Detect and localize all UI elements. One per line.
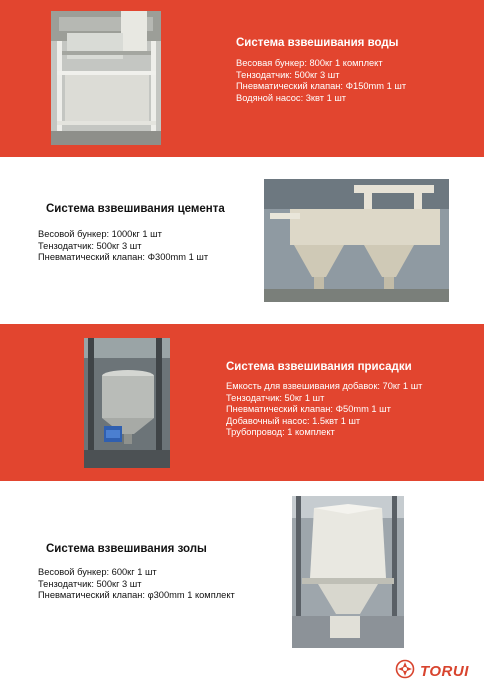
section-cement-weighing <box>0 157 484 324</box>
spec-list <box>38 567 235 602</box>
torui-logo-icon <box>395 659 415 684</box>
spec-list <box>226 381 422 439</box>
spec-item: Трубопровод: 1 комплект <box>226 427 335 437</box>
section-title: Система взвешивания присадки <box>226 361 412 373</box>
section-title: Система взвешивания цемента <box>46 203 225 215</box>
spec-item: Тензодатчик: 500кг 3 шт <box>38 240 142 251</box>
spec-item: Тензодатчик: 500кг 3 шт <box>38 578 142 589</box>
cement-weighing-hopper-photo <box>264 179 449 302</box>
water-weighing-equipment-photo <box>51 11 161 145</box>
spec-item: Весовая бункер: 800кг 1 комплект <box>236 58 383 68</box>
torui-logo <box>395 659 469 683</box>
section-title: Система взвешивания воды <box>236 37 399 49</box>
additive-weighing-tank-photo <box>84 338 170 468</box>
section-title: Система взвешивания золы <box>46 543 207 555</box>
spec-item: Пневматический клапан: Φ150mm 1 шт <box>236 81 407 91</box>
spec-item: Весовой бункер: 600кг 1 шт <box>38 567 157 577</box>
ash-weighing-hopper-photo <box>292 496 404 648</box>
spec-item: Тензодатчик: 50кг 1 шт <box>226 392 325 403</box>
spec-list <box>236 58 406 104</box>
spec-item: Весовой бункер: 1000кг 1 шт <box>38 229 162 239</box>
spec-item: Тензодатчик: 500кг 3 шт <box>236 69 340 80</box>
spec-item: Пневматический клапан: φ300mm 1 комплект <box>38 590 235 600</box>
spec-item: Емкость для взвешивания добавок: 70кг 1 шт <box>226 381 423 391</box>
spec-item: Пневматический клапан: Φ50mm 1 шт <box>226 404 391 414</box>
logo-text: TORUI <box>420 662 469 680</box>
spec-item: Пневматический клапан: Φ300mm 1 шт <box>38 252 209 262</box>
spec-item: Добавочный насос: 1.5квт 1 шт <box>226 415 361 426</box>
spec-list <box>38 229 208 264</box>
spec-item: Водяной насос: 3квт 1 шт <box>236 92 347 103</box>
section-water-weighing <box>0 0 484 157</box>
section-additive-weighing <box>0 324 484 481</box>
